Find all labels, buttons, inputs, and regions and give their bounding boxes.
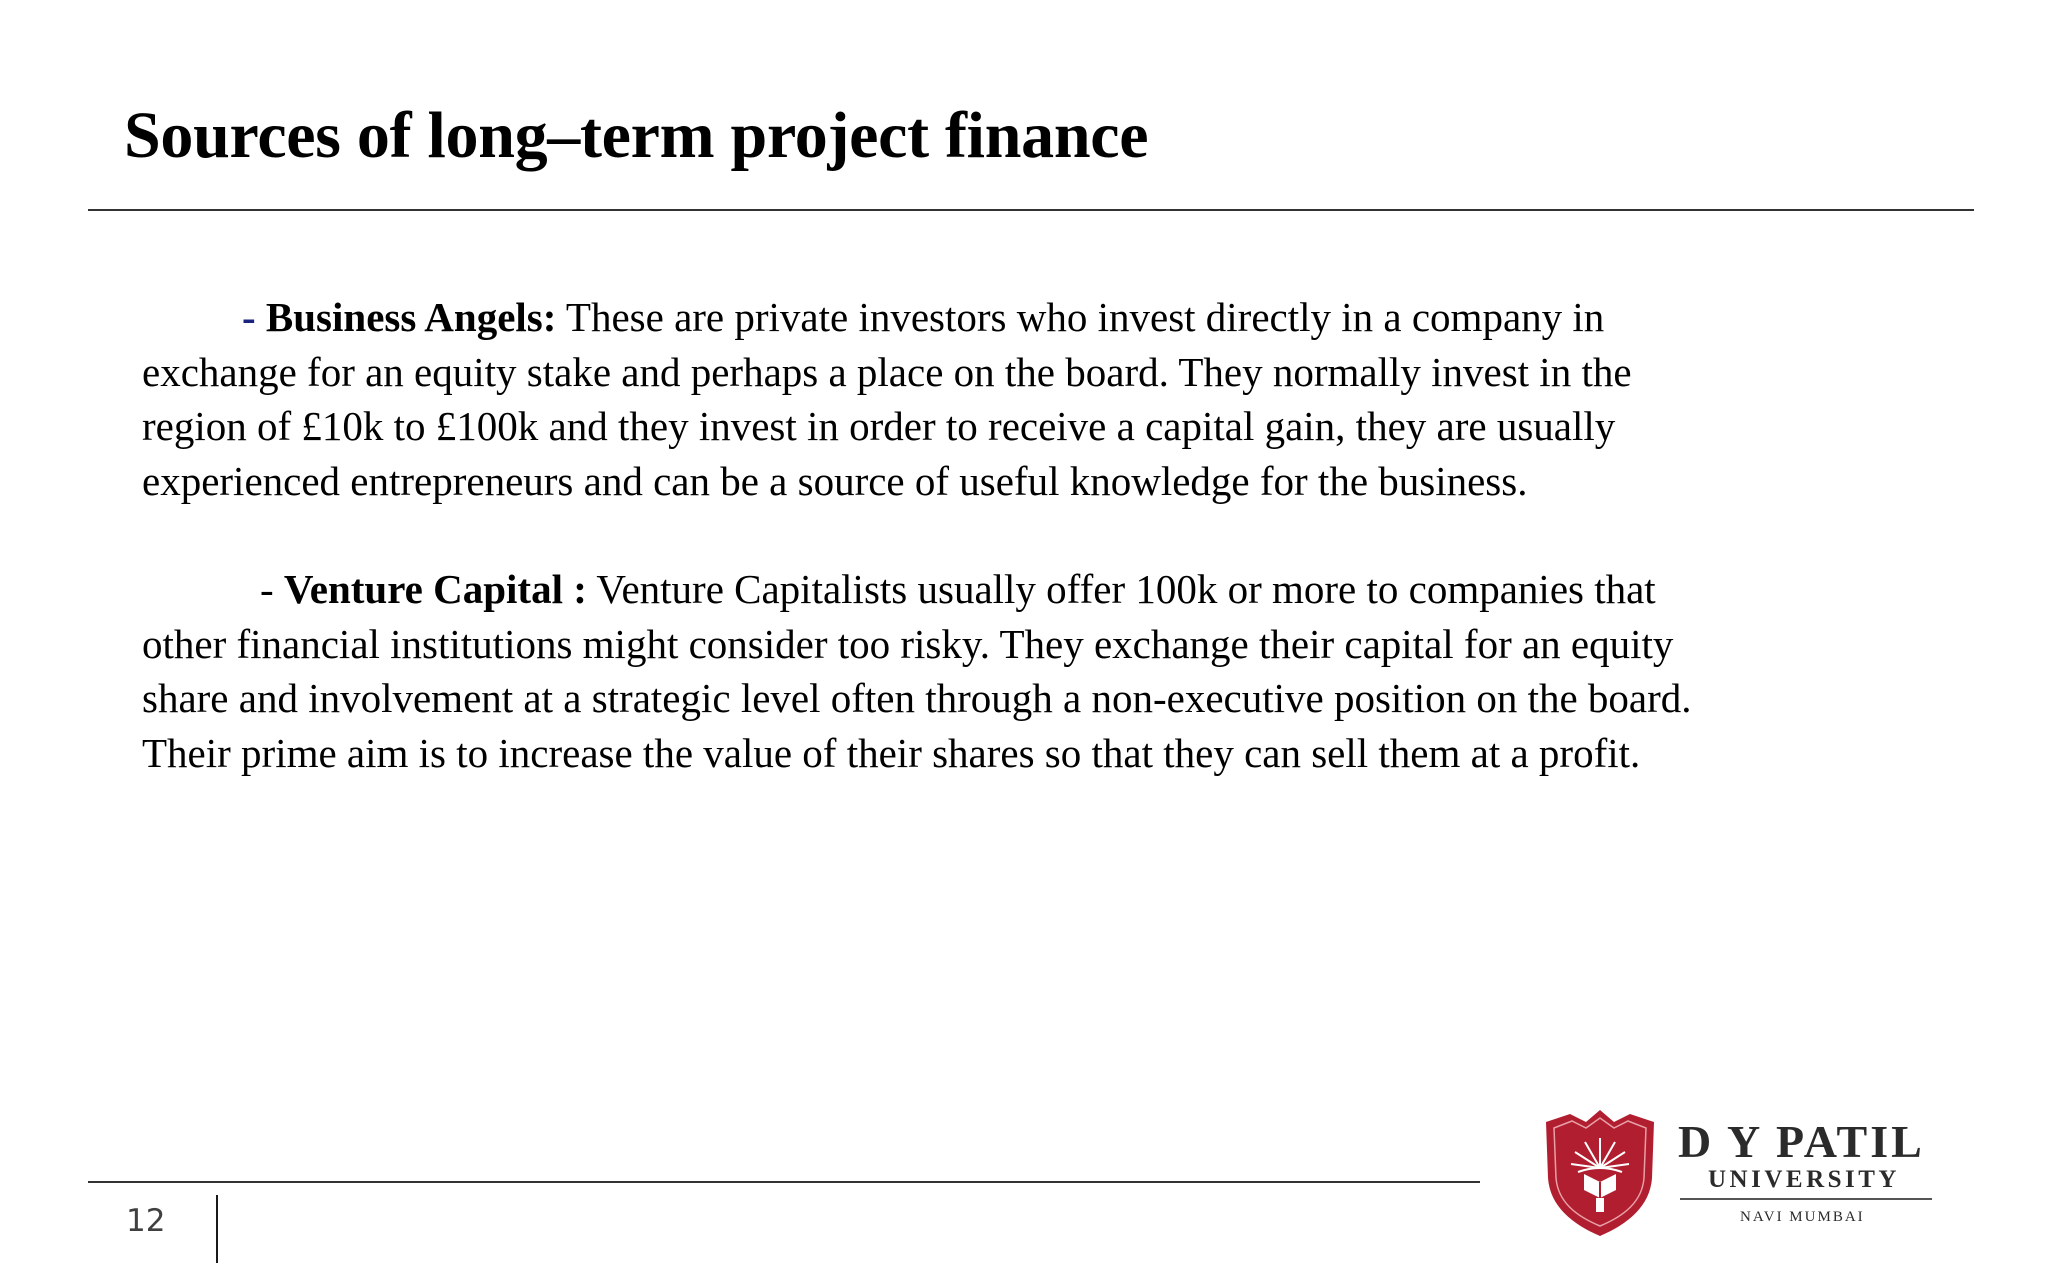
paragraph-text: experienced entrepreneurs and can be a source of useful knowledge for the business. — [142, 457, 1528, 504]
title-divider — [88, 209, 1974, 211]
bullet-dash: - — [260, 566, 284, 612]
paragraph-text: These are private investors who invest directly in a company in — [556, 294, 1605, 340]
paragraph-business-angels — [142, 290, 1922, 508]
logo-divider — [1680, 1198, 1932, 1200]
shield-icon — [1540, 1108, 1660, 1238]
paragraph-first-line — [142, 290, 1922, 345]
paragraph-text: Their prime aim is to increase the value of their shares so that they can sell them at a profit. — [142, 729, 1641, 776]
logo-location: NAVI MUMBAI — [1740, 1209, 1865, 1225]
paragraph-text: region of £10k to £100k and they invest in order to receive a capital gain, they are usually — [142, 403, 1616, 449]
page-number-divider — [216, 1195, 218, 1263]
term-venture-capital: Venture Capital : — [283, 566, 587, 612]
logo-name: D Y PATIL — [1678, 1116, 1925, 1167]
term-business-angels: Business Angels: — [265, 294, 557, 340]
paragraph-text: other financial institutions might consider too risky. They exchange their capital for an equity — [142, 620, 1674, 667]
slide-title: Sources of long–term project finance — [124, 99, 1149, 172]
paragraph-venture-capital — [142, 562, 1922, 780]
bullet-dash: - — [242, 294, 266, 340]
university-logo — [1536, 1104, 1936, 1244]
paragraph-first-line — [142, 562, 1922, 617]
page-number: 12 — [126, 1203, 166, 1239]
paragraph-text: Venture Capitalists usually offer 100k or more to companies that — [586, 566, 1656, 612]
paragraph-text: share and involvement at a strategic level often through a non-executive position on the board. — [142, 675, 1692, 721]
footer-divider — [88, 1181, 1480, 1183]
slide-body — [142, 290, 1922, 780]
paragraph-text: exchange for an equity stake and perhaps a place on the board. They normally invest in the — [142, 348, 1632, 395]
logo-subtitle: UNIVERSITY — [1708, 1166, 1900, 1193]
